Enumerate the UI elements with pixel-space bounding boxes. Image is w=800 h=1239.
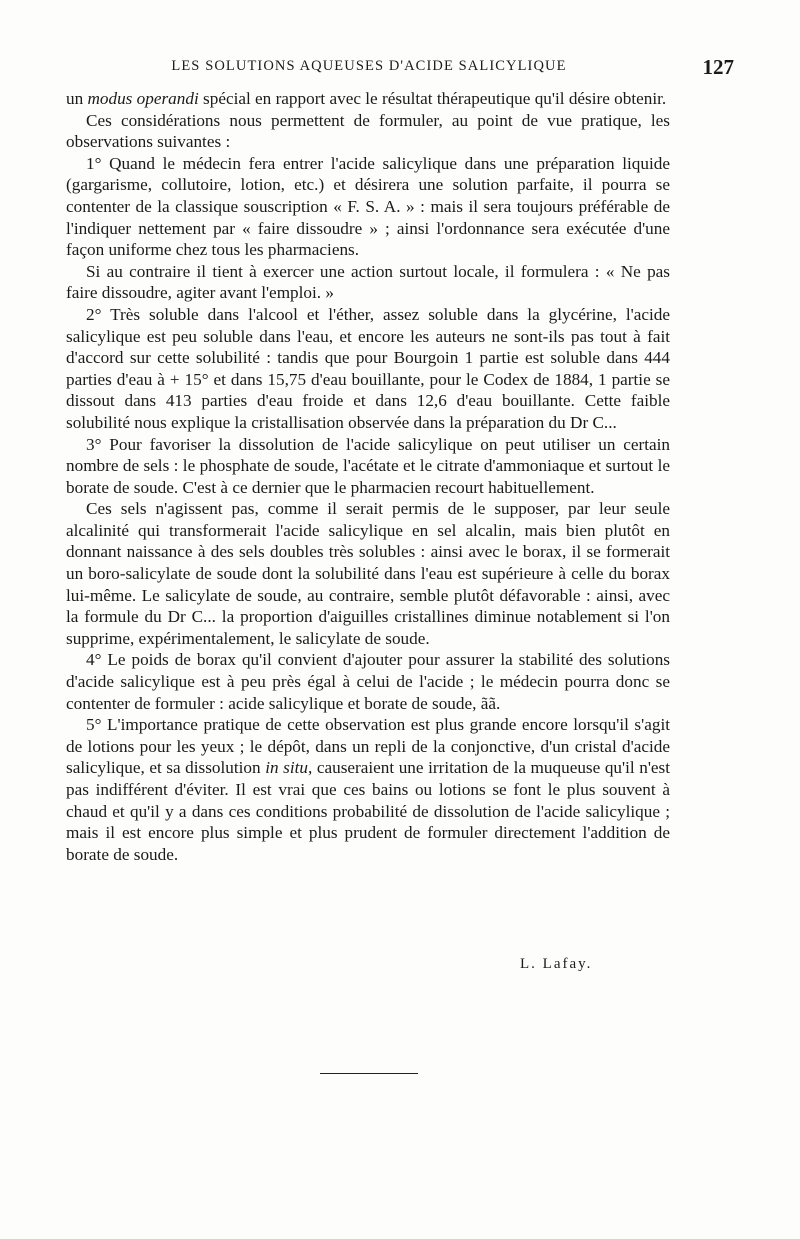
paragraph-point-2: 2° Très soluble dans l'alcool et l'éther, assez soluble dans la glycérine, l'acide salicylique est peu soluble dans l'eau, et encore les auteurs ne sont-ils pas tout à fait d'accord sur cette solubilité : tandis que pour Bourgoin 1 partie est soluble dans 444 parties d'eau à + 15° et dans 15,75 d'eau bouillante, pour le Codex de 1884, 1 partie se dissout dans 413 parties d'eau froide et dans 12,6 d'eau bouillante. Cette faible solubilité nous explique la cristallisation observée dans la préparation du Dr C... [66, 304, 670, 432]
italic-term: in situ [265, 758, 308, 778]
paragraph-point-5: 5° L'importance pratique de cette observation est plus grande encore lorsqu'il s'agit de lotions pour les yeux ; le dépôt, dans un repli de la conjonctive, d'un cristal d'acide salicylique, et sa dissolution in situ, causeraient une irritation de la muqueuse qu'il n'est pas indifférent d'éviter. Il est vrai que ces bains ou lotions se font le plus souvent à chaud et qu'il y a dans ces conditions probabilité de dissolution de l'acide salicylique ; mais il est encore plus simple et plus prudent de formuler directement l'addition de borate de soude. [66, 715, 671, 864]
paragraph-point-4: 4° Le poids de borax qu'il convient d'ajouter pour assurer la stabilité des solutions d'acide salicylique est à peu près égal à celui de l'acide ; le médecin pourra donc se contenter de formuler : acide salicylique et borate de soude, ãã. [66, 650, 670, 713]
paragraph-intro: Ces considérations nous permettent de formuler, au point de vue pratique, les observations suivantes : [66, 110, 670, 152]
italic-term: modus operandi [87, 89, 199, 108]
paragraph-point-3: 3° Pour favoriser la dissolution de l'acide salicylique on peut utiliser un certain nombre de sels : le phosphate de soude, l'acétate et le citrate d'ammoniaque et surtout le borate de soude. C'est à ce dernier que le pharmacien recourt habituellement. [66, 434, 670, 497]
page-number: 127 [702, 55, 734, 79]
paragraph-continuation: un modus operandi spécial en rapport avec le résultat thérapeutique qu'il désire obtenir. [66, 89, 667, 108]
paragraph-double-salts: Ces sels n'agissent pas, comme il serait permis de le supposer, par leur seule alcalinité qui transformerait l'acide salicylique en sel alcalin, mais bien plutôt en donnant naissance à des sels doubles très solubles : ainsi avec le borax, il se formerait un boro-salicylate de soude dont la solubilité dans l'eau est supérieure à celle du borax lui-même. Le salicylate de soude, au contraire, semble plutôt défavorable : ainsi, avec la formule du Dr C... la proportion d'aiguilles cristallines diminue notablement si l'on supprime, expérimentalement, le salicylate de soude. [66, 499, 670, 648]
paragraph-local-action: Si au contraire il tient à exercer une action surtout locale, il formulera : « Ne pas faire dissoudre, agiter avant l'emploi. » [66, 261, 670, 303]
running-title: LES SOLUTIONS AQUEUSES D'ACIDE SALICYLIQUE [171, 58, 567, 74]
author-signature: L. Lafay. [520, 956, 593, 972]
page-header [66, 55, 734, 84]
article-body [66, 88, 670, 865]
paragraph-point-1: 1° Quand le médecin fera entrer l'acide salicylique dans une préparation liquide (gargarisme, collutoire, lotion, etc.) et désirera une solution parfaite, il pourra se contenter de la classique souscription « F. S. A. » : mais il sera toujours préférable de l'indiquer nettement par « faire dissoudre » ; ainsi l'ordonnance sera exécutée d'une façon uniforme chez tous les pharmaciens. [66, 153, 670, 260]
section-divider [320, 1073, 418, 1074]
